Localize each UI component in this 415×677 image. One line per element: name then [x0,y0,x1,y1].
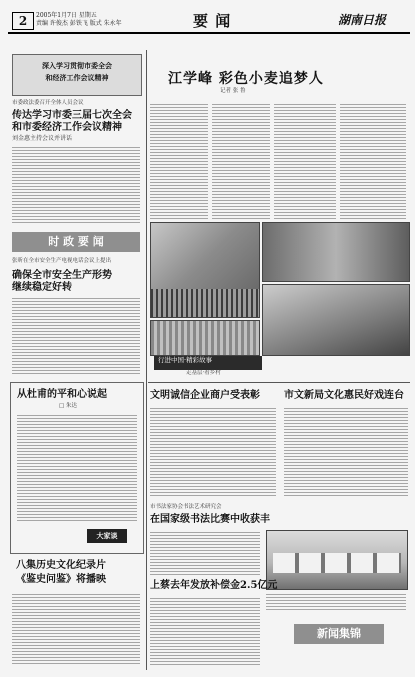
masthead-date: 2005年1月7日 星期五 [36,12,97,19]
story8-headline: 上蔡去年发放补偿金2.5亿元 [150,580,278,591]
newspaper-title: 湖南日报 [338,13,387,27]
caption-banner [154,356,262,370]
politics-section-tab: 时 政 要 闻 [12,232,140,252]
story4-body [12,592,140,664]
feature-body-col3 [274,102,336,220]
story4-kicker: 八集历史文化纪录片 [16,560,106,571]
feature-byline: 记者 张 鲁 [220,88,246,94]
story6-headline: 市文新局文化惠民好戏连台 [284,390,404,401]
topic-box [12,54,142,96]
wheat-display-photo [262,222,410,282]
news-brief-tab: 新闻集锦 [294,624,384,644]
story1-kicker: 市委政法委召开全体人员会议 [12,100,84,106]
masthead [8,4,410,46]
story7-body [150,530,260,576]
story7-headline: 在国家级书法比赛中收获丰 [150,514,270,525]
story2-body [12,296,140,376]
story5-body [150,406,276,498]
commentary-box [10,382,144,554]
topic-kicker-line2: 和经济工作会议精神 [45,73,109,82]
story2-headline-line2: 继续稳定好转 [12,282,72,293]
feature-body-col1 [150,102,208,220]
discussion-badge: 大家谈 [87,529,127,543]
caption-subtitle: 走基层·看乡村 [186,370,221,376]
story1-headline: 传达学习市委三届七次全会 [12,110,132,121]
topic-kicker: 深入学习贯彻市委全会 [42,61,112,70]
left-column [8,46,144,672]
story1-body [12,145,140,223]
feature-story [150,50,408,376]
feature-divider [148,382,410,383]
story3-author: □ 朱达 [59,403,77,409]
feature-body-col4 [340,102,406,220]
feature-body-col2 [212,102,270,220]
story3-body [17,413,137,523]
story1-headline-line2: 和市委经济工作会议精神 [12,122,122,133]
vehicle-row [273,553,401,573]
story7-kicker: 市书法家协会书法艺术研究会 [150,504,222,510]
lower-block [150,384,408,672]
masthead-rule [8,32,410,34]
photo-caption-text [266,592,406,610]
crop-rows [151,289,259,317]
column-divider [146,50,147,670]
story1-subhead: 刘金惠主持会议并讲话 [12,135,73,142]
researcher-microscope-photo [262,284,410,356]
story2-kicker: 张昕在全市安全生产电视电话会议上提出 [12,258,112,264]
story4-headline: 《鉴史问鉴》将播映 [16,574,106,585]
story3-headline: 从杜甫的平和心说起 [17,389,107,400]
feature-headline: 江学峰 彩色小麦追梦人 [168,71,324,87]
page-number: 2 [12,12,34,30]
farmer-field-photo [150,222,260,318]
story8-body [150,596,260,666]
masthead-editors: 责编 许俊杰 彭铁飞 版式 朱永年 [36,20,122,27]
story2-headline: 确保全市安全生产形势 [12,270,112,281]
section-title: 要 闻 [193,12,232,30]
story5-headline: 文明诚信企业商户受表彰 [150,390,260,401]
wheat-plot-photo [150,320,260,356]
caption-title: 行进中国·精彩故事 [158,356,213,364]
story6-body [284,406,408,498]
